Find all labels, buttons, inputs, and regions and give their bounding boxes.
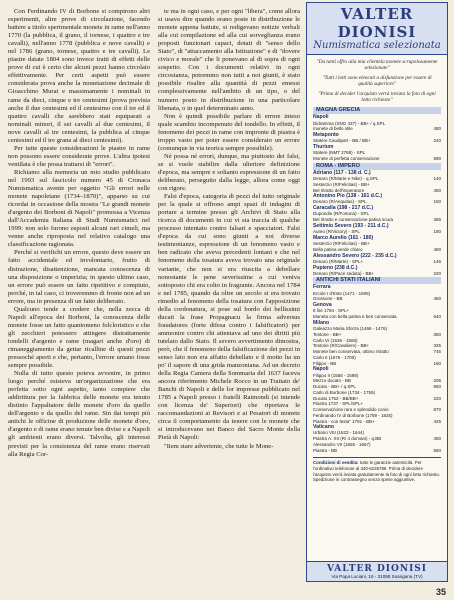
item-description: Dupondio (R/Fortuna) - SPL: [313, 211, 370, 217]
list-item: [313, 448, 441, 454]
item-price: 560: [433, 447, 441, 453]
article-paragraph: Nulla di tutto questo poteva avvenire, in primo luogo perché esisteva un'organizzazione che era perfetta sotto ogni aspetto, tanto compiere che addirittura per la fabbrica delle monete era tenuto distinto l'appaltatore delle monete d'oro da quello dell'argento e da quello del rame. Sin dai tempi più antichi le officine di produzione delle monete d'oro, d'argento e di rame erano tenute ben divise e a Napoli gli ambienti erano diversi. Talvolta, gli interessi previsti per la consistenza del rame erano riservati alla Regia Cor-: [8, 370, 150, 458]
article-paragraph: Per tutte queste considerazioni le piastre in rame non possono essere considerate prove. L'altra ipotesi ventilata è che possa trattarsi di "errori".: [8, 144, 150, 168]
section-title: Genova: [313, 302, 332, 309]
item-description: Ducato 1752 - BB/BB+: [313, 395, 359, 401]
ad-subtitle: Numismatica selezionata: [313, 40, 441, 51]
ad-intro-line: "Tutti i lotti sono elencati a disfunzione per essere di qualità superiore": [322, 74, 432, 88]
item-description: Carlo VI (1535 - 1558): [313, 337, 358, 343]
item-price: 150: [433, 199, 441, 205]
item-price: 205: [433, 378, 441, 384]
item-description: Ferdinando IV di Borbone (1759 - 1825): [313, 412, 393, 418]
article-column-2: [158, 8, 300, 451]
item-price: 640: [433, 314, 441, 320]
item-description: Mezzo ducato - BB: [313, 378, 352, 384]
item-description: Conservazione rara e splendido conio: [313, 407, 389, 413]
item-price: 220: [433, 395, 441, 401]
item-description: Sesterzio (R/Felicitas) - BB+: [313, 241, 370, 247]
category-title: ROMA - IMPERO: [313, 163, 441, 170]
item-description: Denaro (R/Aequitas) - SPL: [313, 199, 367, 205]
item-description: Testone (R/Cavaliere) - BB+: [313, 343, 370, 349]
item-price: 365: [433, 217, 441, 223]
category-title: ANTICHI STATI ITALIANI: [313, 277, 441, 284]
list-item: [313, 247, 441, 253]
sale-conditions: [313, 457, 441, 482]
article-paragraph: Non è quindi possibile parlare di errore inteso quale scambio incompenuto del tondello. In effetti, il fenomeno dei pezzi in rame con impronte di piastra è troppo vasto per poter essere considerato un errore (comunque in via teorica sempre possibile).: [158, 112, 300, 152]
list-item: [313, 229, 441, 235]
item-description: Urbano VIII (1623 - 1644): [313, 430, 365, 436]
item-description: Piastra - con testa" 1791 - BB+: [313, 418, 375, 424]
article-paragraph: Con Ferdinando IV di Borbone si compirono altri esperimenti, altre prove di circolazione, facendo battere a titolo sperimentale monete in rame nell'anno 1770 (la pubblica, il grano, il tornese, i quattro e tre cavalli), nell'anno 1778 (pubblica e nove cavalli) e nel 1786 (grano, tornese, quattro e tre cavalli). Le piastre datate 1804 sono invece tratti di effetti delle prove di cui è certo che alcuni pezzi hanno circolato effettivamente. Per certi aspetti può essere considerata prova anche la monetazione decimale di Gioacchino Murat e massimamente i nominali in rame da dieci, cinque e tre centesimi (prova prevista anche il due centesimi ed il centesimo con il tre ed il quattro cavalli che sarebbero stati equiparati a nominali minori, il sei cavalli al due centesimi, il nove cavalli al tre centesimi, la pubblica al cinque centesimi ed il tre grana al dieci centesimi).: [8, 8, 150, 144]
item-description: Ducato - BB+ / q.SPL: [313, 384, 356, 390]
item-price: 160: [433, 360, 441, 366]
item-description: 8 lire 1794 - SPL+: [313, 308, 350, 314]
item-description: Grossone - BB: [313, 296, 343, 302]
item-price: 650: [433, 384, 441, 390]
item-description: Carlo di Borbone (1734 - 1759): [313, 389, 376, 395]
list-item: [313, 271, 441, 277]
item-price: 745: [433, 349, 441, 355]
ad-intro-line: "Da tanti offro alla mia clientela monete scrupolosamente selezionate": [316, 59, 438, 72]
ad-header: [307, 3, 447, 55]
section-title: Pupieno (238 d.C.): [313, 264, 358, 271]
ad-footer: [307, 561, 447, 581]
item-description: Piastra 1737 - SPL/SPL+: [313, 401, 364, 407]
item-price: 450: [433, 187, 441, 193]
item-description: Moneta con bella patina e ben conservata: [313, 314, 397, 320]
item-description: Alessandro VII (1655 - 1667): [313, 441, 371, 447]
footer-brand: VALTER DIONISI: [326, 564, 428, 574]
list-item: [313, 296, 441, 302]
list-item: [313, 156, 441, 162]
item-price: 240: [433, 138, 441, 144]
item-price: 450: [433, 296, 441, 302]
item-description: Carlo II (1676 - 1700): [313, 354, 356, 360]
item-description: Piastra - BB: [313, 447, 338, 453]
item-description: Testone - BB+: [313, 331, 342, 337]
section-title: Adriano (117 - 138 d. C.): [313, 169, 371, 176]
section-title: Thurium: [313, 144, 334, 151]
section-title: Marco Aurelio (161 - 180): [313, 234, 374, 241]
section-title: Milano: [313, 319, 330, 326]
section-title: Caracalla (198 - 217 d.C.): [313, 205, 374, 212]
article-paragraph: Richiamo alla memoria un mio studio pubblicato nel 1993 sul fascicolo numero 45 di Cronaca Numismatica avente per oggetto "Gli errori nelle monete napoletane (1734–1870)", apparso su cui ricordai in occasione della mostra "Le grandi monete d'argento dei Borboni di Napoli" promossa a Vicenza dall'Accademia Italiana di Studi Numismatici nel 1999: non solo furono esposti alcuni rari cimeli, ma venne anche riproposta nel relativo catalogo una classificazione ragionata.: [8, 168, 150, 249]
item-description: Monete di perfetta conservazione: [313, 156, 380, 162]
section-title: Metaponto: [313, 132, 339, 139]
item-description: Statere Caudipart - BB / BB+: [313, 138, 371, 144]
page-number: 35: [435, 587, 446, 597]
item-description: Galeazzo Maria Sforza (1466 - 1476): [313, 326, 388, 332]
ad-intro: [307, 55, 447, 103]
item-description: Bella patina verde chiaro: [313, 246, 363, 252]
list-item: [313, 259, 441, 265]
item-description: Aureo (R/Victory) - SPL: [313, 229, 360, 235]
item-description: Bel ritratto e conservazione pativa scura: [313, 217, 394, 223]
footer-address: Via Papa Luciani, 16 - 31058 Susegana (TV): [331, 574, 423, 579]
item-description: Filippo - BB: [313, 360, 337, 366]
item-price: 590: [433, 156, 441, 162]
section-title: Napoli: [313, 366, 329, 373]
dealer-advertisement: [306, 2, 448, 582]
article-column-1: [8, 8, 150, 459]
item-price: 870: [433, 407, 441, 413]
item-description: Denaro (R/Pace seduta) - BB+: [313, 270, 375, 276]
coin-price-list: [313, 107, 441, 453]
item-description: Sesterzio (R/Felicitas) - BB+: [313, 181, 370, 187]
item-price: 450: [433, 246, 441, 252]
article-paragraph: te ma in ogni caso, e per ogni "libera", come allora si usava dire quando erano poste in distribuzione le monete appena battute, si redigevano notizie verbali alla cui compilazione ed alla cui sorveglianza erano proposti funzionari capaci, dotati di "senso dello Stato", di "attaccamento alla Istituzione" e di "dovere civico e morale" che li ponevano al di sopra di ogni sospetto. Con i documenti relativi in ogni circostanza, potremmo non tutti a noi giunti, è stato possibile risalire alla quantità di pezzi emessi complessivamente nell'ambito di un tipo, o del numero posto in distribuzione in una particolare libenata, o in quel determinato anno.: [158, 8, 300, 112]
item-description: Denaro (R/Marte e Nike) - q.SPL: [313, 176, 379, 181]
item-price: 180: [433, 229, 441, 235]
item-description: Monete ben conservata, ottimo ritratto: [313, 349, 389, 355]
item-price: 480: [433, 126, 441, 132]
conditions-text: tutte le garanzie autenticità. Per l'ordinativo telefonare al 340-6236789. Prima di decidere l'acquisto verrà inviata gratuitamente la foto di ogni lotto richiesto. Spedizione in contrassegno senza spese aggiuntive.: [313, 460, 441, 483]
item-description: monete di bello stile: [313, 126, 353, 132]
item-price: 350: [433, 331, 441, 337]
section-title: Napoli: [313, 114, 329, 121]
section-title: Antonino Pio (138 - 161 d.C.): [313, 193, 383, 200]
article-paragraph: "Item stare advertente, che tutte le Mone-: [164, 442, 274, 450]
item-price: 325: [433, 343, 441, 349]
item-price: 145: [433, 258, 441, 264]
item-price: 220: [433, 270, 441, 276]
item-description: Didramma (SNG 437) - BB+ / q.SPL: [313, 120, 386, 126]
category-title: MAGNA GRECIA: [313, 107, 441, 114]
item-description: Bel ritratto dell'imperatore: [313, 187, 365, 193]
article-paragraph: Perché si verifichi un errore, questo deve essere un fatto accidentale ed involontario, frutto di distrazione, disattenzione, mancata conoscenza di una disposizione o imperizia; in questo ultimo caso, un errore può essere un fatto ripetitivo e compiuto, perché, in tal caso, ci troveremmo di fronte non ad un errore, ma in presenza di un fatto deliberato.: [8, 249, 150, 305]
item-description: Filippo II (1556 - 1598): [313, 372, 359, 378]
item-price: 450: [433, 436, 441, 442]
ad-intro-line: "Prima di decider l'acquisto verrà inviata la foto di ogni lotto richiesto": [318, 90, 436, 104]
item-description: Piastra A. XII (R/ 4 domani) - q.BB: [313, 436, 382, 442]
list-item: [313, 361, 441, 367]
article-paragraph: Né possa né errori, dunque, ma piuttosto dei falsi, se si vuole stabilire dalla ulteriore definizione d'epoca, ma sempre e soltanto espressione di un fatto deliberato, perseguito dalla legge, allora come oggi con rigore.: [158, 152, 300, 193]
item-description: Denaro (R/Marte) - SPL+: [313, 258, 364, 264]
item-description: Ercole I d'Este (1471 - 1505): [313, 290, 371, 296]
conditions-title: Condizioni di vendita:: [313, 460, 359, 466]
article-paragraph: Qualcuno tende a credere che, nella zecca di Napoli all'epoca dei Borboni, la conoscenza delle monete fosse un fatto quantomeno folcloristico e che gli zecchieri potessero attingere distrattamente tondelli d'argento e rame (magari anche d'oro) di rimaneggiamento da gettar ricalline di questi pezzi pressoché aperti e che, pertanto, l'errore umano fosse sempre possibile.: [8, 305, 150, 370]
item-price: 425: [433, 418, 441, 424]
section-title: Alessandro Severo (222 - 235 d.C.): [313, 252, 397, 259]
article-paragraph: Falsi d'epoca, categoria di pezzi del tutto originale per la quale si offrono ampi spazi di indagini di portare a termine presso gli Archivi di Stato alla ricerca di documenti in cui vi sia traccia di qualche processo intentato contro falsari e spacciatori. Falsi d'epoca da cui sono giunti a noi diverse testimonianze, espressione di un fenomeno vasto e ben radicato che aveva precedenti lontani e che nel fenomeno della tosatura aveva trovato una originale variante, che non si era riuscita a debellare nonostante le pene severissime a cui veniva sottoposto chi era colto in fragrante. Ancora nel 1784 e nel 1785, quando da oltre un secolo si era trovato rimedio al fenomeno della tosatura con l'apposizione della cordonatura, si pose sul bordo dei bellissimi ducati la frase Propagnacu la firma adversus fraudatores (forte difesa contro i falsificatori) per ammonire contro chi attentava ad uno dei diritti più tutelato dallo Stato. Il severo avvertimento dimostra, però, che il fenomeno della falsificazione dei pezzi in senso lato non era affatto debellato e il motto ha un po' il sapore di una grida manzoniana. Ad un decreto della Regia Camera della Sommaria del 1637 faceva ancora riferimento Michele Rocco in un Trattato de' Banchi di Napoli e delle lor impresse pubblicato nel 1785 a Napoli presso i fratelli Raimondi (si intende con licenza de' Superiori) che riportava le raccomandazioni ai Revisori e ai Pesatori di monete circa il comportamento da tenere con le monete che si introducevano nei Banco del Sacro Monte della Pietà di Napoli:: [158, 193, 300, 442]
section-title: Vaticano: [313, 424, 334, 431]
section-title: Ferrara: [313, 284, 331, 291]
item-price: 140: [433, 176, 441, 181]
ad-brand: VALTER DIONISI: [337, 5, 417, 41]
list-item: [313, 314, 441, 320]
section-title: Settimio Severo (193 - 211 d.C.): [313, 222, 389, 229]
item-description: Statere (NMT 2768) - SPL: [313, 150, 366, 156]
